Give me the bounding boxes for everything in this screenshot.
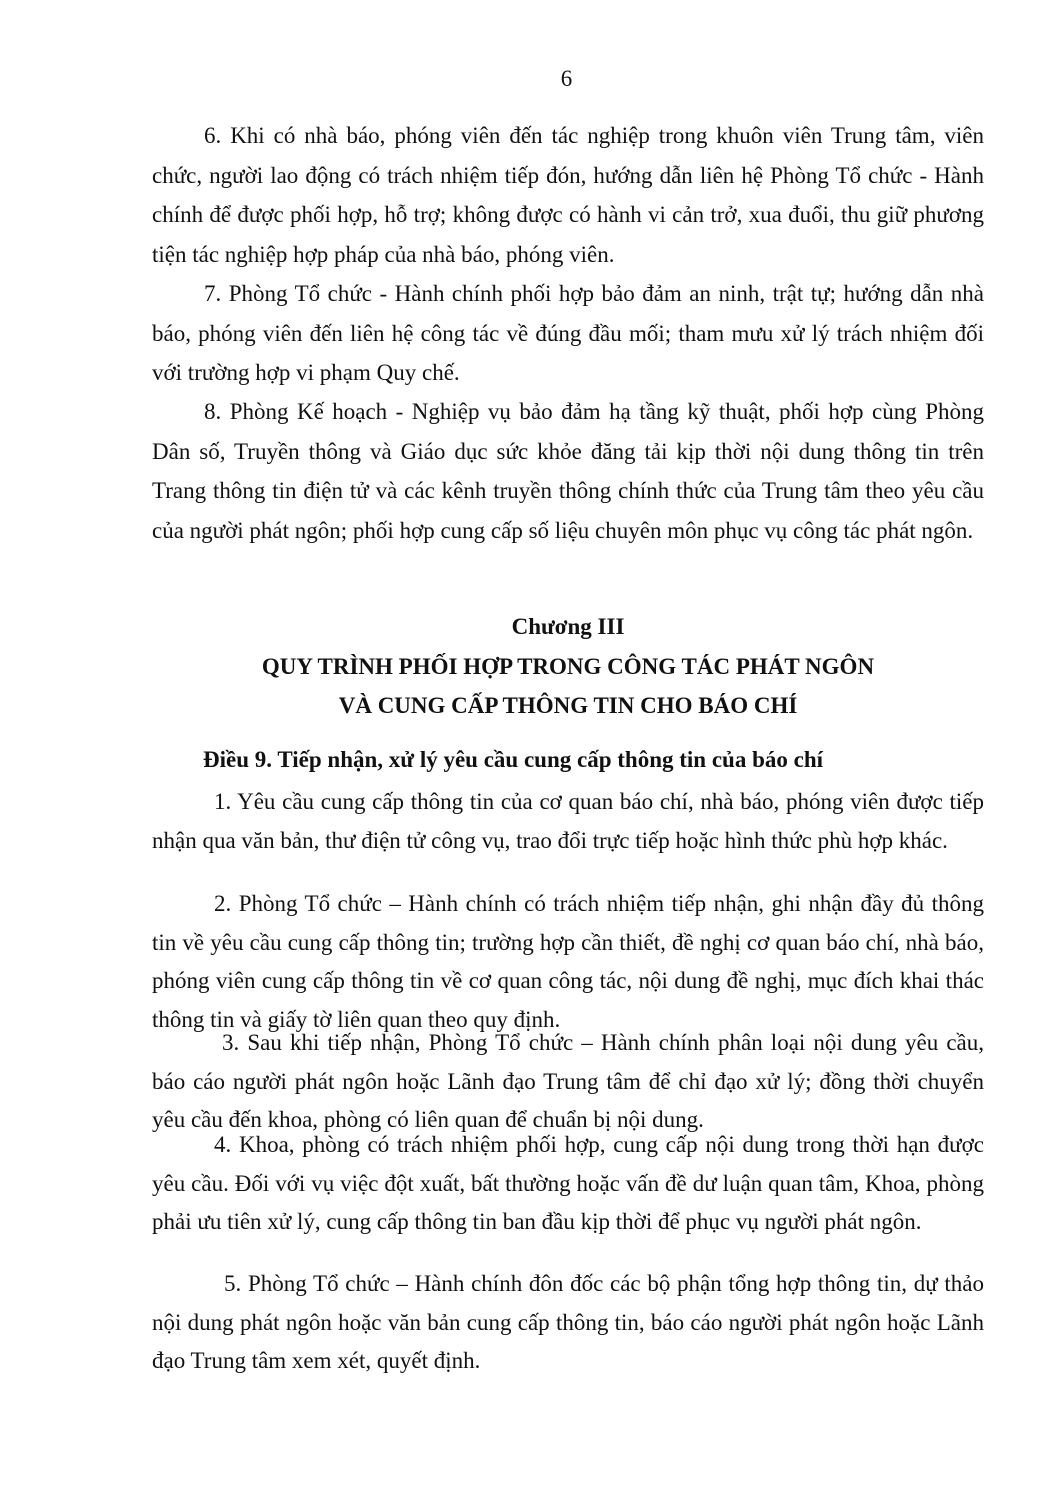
chapter-title-line1: QUY TRÌNH PHỐI HỢP TRONG CÔNG TÁC PHÁT NGÔN	[261, 654, 875, 679]
article-9-paragraph-1: 1. Yêu cầu cung cấp thông tin của cơ quan báo chí, nhà báo, phóng viên được tiếp nhận qua văn bản, thư điện tử công vụ, trao đổi trực tiếp hoặc hình thức phù hợp khác.	[152, 789, 984, 853]
article-9-paragraph-4: 4. Khoa, phòng có trách nhiệm phối hợp, cung cấp nội dung trong thời hạn được yêu cầu. Đối với vụ việc đột xuất, bất thường hoặc vấn đề dư luận quan tâm, Khoa, phòng phải ưu tiên xử lý, cung cấp thông tin ban đầu kịp thời để phục vụ người phát ngôn.	[152, 1132, 984, 1234]
paragraph-7: 7. Phòng Tổ chức - Hành chính phối hợp bảo đảm an ninh, trật tự; hướng dẫn nhà báo, phóng viên đến liên hệ công tác về đúng đầu mối; tham mưu xử lý trách nhiệm đối với trường hợp vi phạm Quy chế.	[152, 281, 984, 385]
paragraph-6: 6. Khi có nhà báo, phóng viên đến tác nghiệp trong khuôn viên Trung tâm, viên chức, người lao động có trách nhiệm tiếp đón, hướng dẫn liên hệ Phòng Tổ chức - Hành chính để được phối hợp, hỗ trợ; không được có hành vi cản trở, xua đuổi, thu giữ phương tiện tác nghiệp hợp pháp của nhà báo, phóng viên.	[152, 123, 984, 267]
article-9-paragraph-2: 2. Phòng Tổ chức – Hành chính có trách nhiệm tiếp nhận, ghi nhận đầy đủ thông tin về yêu cầu cung cấp thông tin; trường hợp cần thiết, đề nghị cơ quan báo chí, nhà báo, phóng viên cung cấp thông tin về cơ quan công tác, nội dung đề nghị, mục đích khai thác thông tin và giấy tờ liên quan theo quy định.	[152, 891, 984, 1032]
article-9-title: Điều 9. Tiếp nhận, xử lý yêu cầu cung cấp thông tin của báo chí	[203, 747, 824, 772]
chapter-title-line2: VÀ CUNG CẤP THÔNG TIN CHO BÁO CHÍ	[338, 693, 798, 718]
article-9-paragraph-5: 5. Phòng Tổ chức – Hành chính đôn đốc các bộ phận tổng hợp thông tin, dự thảo nội dung phát ngôn hoặc văn bản cung cấp thông tin, báo cáo người phát ngôn hoặc Lãnh đạo Trung tâm xem xét, quyết định.	[152, 1271, 984, 1373]
chapter-label: Chương III	[511, 614, 625, 639]
article-9-paragraph-3: 3. Sau khi tiếp nhận, Phòng Tổ chức – Hành chính phân loại nội dung yêu cầu, báo cáo người phát ngôn hoặc Lãnh đạo Trung tâm để chỉ đạo xử lý; đồng thời chuyển yêu cầu đến khoa, phòng có liên quan để chuẩn bị nội dung.	[152, 1030, 984, 1132]
paragraph-8: 8. Phòng Kế hoạch - Nghiệp vụ bảo đảm hạ tầng kỹ thuật, phối hợp cùng Phòng Dân số, Truyền thông và Giáo dục sức khỏe đăng tải kịp thời nội dung thông tin trên Trang thông tin điện tử và các kênh truyền thông chính thức của Trung tâm theo yêu cầu của người phát ngôn; phối hợp cung cấp số liệu chuyên môn phục vụ công tác phát ngôn.	[152, 399, 984, 543]
page-number: 6	[560, 66, 573, 91]
